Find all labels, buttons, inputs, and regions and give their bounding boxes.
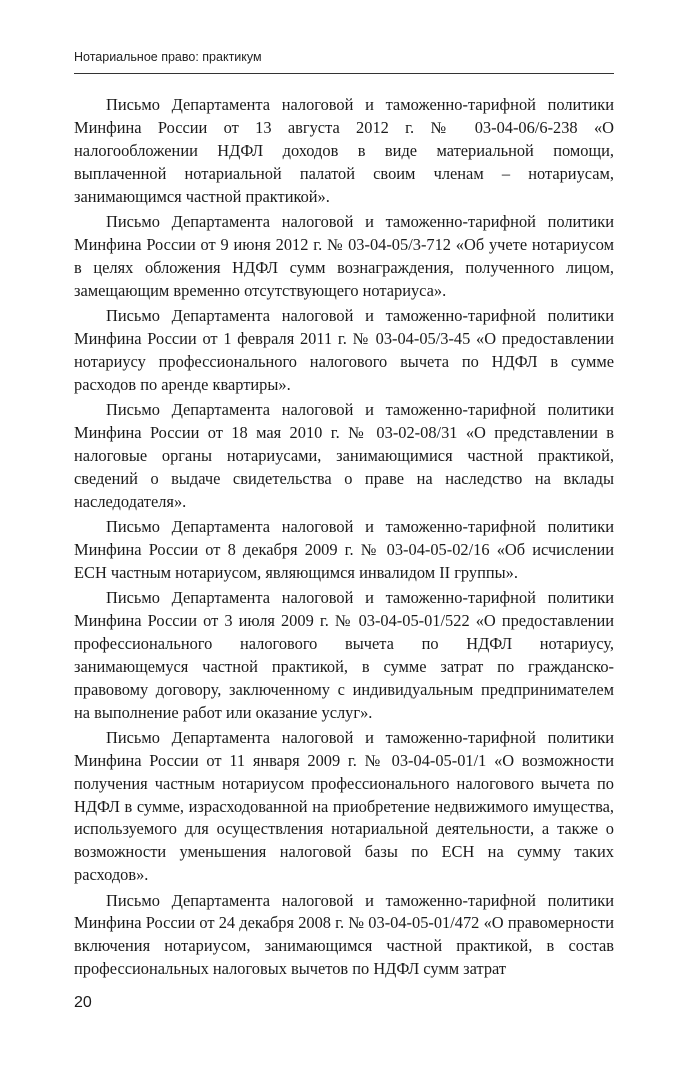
body-text — [74, 94, 614, 984]
paragraph-2: Письмо Департамента налоговой и таможенно-тарифной политики Минфина России от 9 июня 2012 г. № 03-04-05/3-712 «Об учете нотариусом в целях обложения НДФЛ сумм вознаграждения, полученного лицом, замещающим временно отсутствующего нотариуса». — [74, 211, 614, 300]
page-number: 20 — [74, 994, 92, 1011]
paragraph-4: Письмо Департамента налоговой и таможенно-тарифной политики Минфина России от 18 мая 2010 г. № 03-02-08/31 «О представлении в налоговые органы нотариусами, занимающимися частной практикой, сведений о выдаче свидетельства о праве на наследство на вклады наследодателя». — [74, 399, 614, 511]
paragraph-8: Письмо Департамента налоговой и таможенно-тарифной политики Минфина России от 24 декабря 2008 г. № 03-04-05-01/472 «О правомерности включения нотариусом, занимающимся частной практикой, в состав профессиональных налоговых вычетов по НДФЛ сумм затрат — [74, 890, 614, 979]
running-header: Нотариальное право: практикум — [74, 50, 262, 64]
paragraph-1: Письмо Департамента налоговой и таможенно-тарифной политики Минфина России от 13 августа 2012 г. № 03-04-06/6-238 «О налогообложении НДФЛ доходов в виде материальной помощи, выплаченной нотариальной палатой своим членам – нотариусам, занимающимся частной практикой». — [74, 95, 614, 206]
paragraph-6: Письмо Департамента налоговой и таможенно-тарифной политики Минфина России от 3 июля 2009 г. № 03-04-05-01/522 «О предоставлении профессионального налогового вычета по НДФЛ нотариусу, занимающемуся частной практикой, в сумме затрат по гражданско-правовому договору, заключенному с индивидуальным предпринимателем на выполнение работ или оказание услуг». — [74, 587, 614, 722]
paragraph-5: Письмо Департамента налоговой и таможенно-тарифной политики Минфина России от 8 декабря 2009 г. № 03-04-05-02/16 «Об исчислении ЕСН частным нотариусом, являющимся инвалидом II группы». — [74, 516, 614, 582]
header-rule — [74, 73, 614, 74]
paragraph-3: Письмо Департамента налоговой и таможенно-тарифной политики Минфина России от 1 февраля 2011 г. № 03-04-05/3-45 «О предоставлении нотариусу профессионального налогового вычета по НДФЛ в сумме расходов по аренде квартиры». — [74, 305, 614, 394]
paragraph-7: Письмо Департамента налоговой и таможенно-тарифной политики Минфина России от 11 января 2009 г. № 03-04-05-01/1 «О возможности получения частным нотариусом профессионального налогового вычета по НДФЛ в сумме, израсходованной на приобретение недвижимого имущества, используемого для осуществления нотариальной деятельности, а также о возможности уменьшения налоговой базы по ЕСН на сумму таких расходов». — [74, 727, 614, 885]
